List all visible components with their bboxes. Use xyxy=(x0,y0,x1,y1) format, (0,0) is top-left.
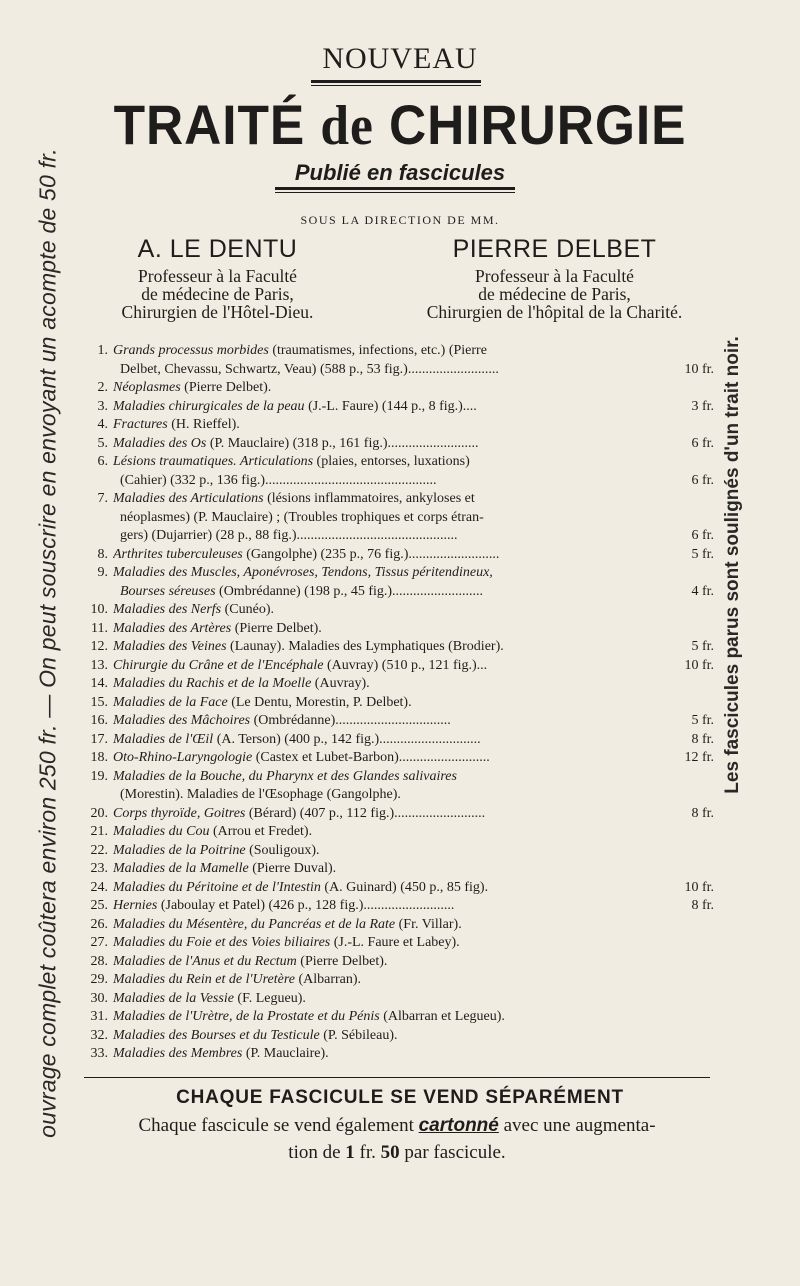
fascicule-text xyxy=(113,879,673,897)
table-row xyxy=(76,361,716,379)
table-row xyxy=(76,453,716,471)
fascicule-detail: (P. Sébileau). xyxy=(323,1027,398,1043)
fascicule-title: Hernies xyxy=(113,898,158,913)
title-word-chirurgie: CHIRURGIE xyxy=(389,93,687,156)
table-row xyxy=(76,842,716,860)
fascicule-number: 25. xyxy=(90,898,108,913)
fascicule-number: 15. xyxy=(90,694,108,710)
header-nouveau: NOUVEAU xyxy=(322,42,478,75)
editor-name: PIERRE DELBET xyxy=(452,235,657,263)
table-row xyxy=(76,657,716,675)
fascicule-number: 24. xyxy=(90,879,108,895)
fascicule-number: 14. xyxy=(90,676,108,691)
fascicule-text xyxy=(113,453,673,471)
fascicule-text xyxy=(113,749,673,767)
nouveau-rule xyxy=(311,80,481,83)
fascicule-detail: (Auvray) (510 p., 121 fig.)... xyxy=(327,657,488,673)
fascicule-title: Maladies du Rachis et de la Moelle xyxy=(113,676,312,691)
fascicule-price: 6 fr. xyxy=(691,528,714,543)
table-row xyxy=(76,1008,716,1026)
page-title xyxy=(32,92,768,158)
fascicule-detail: (Fr. Villar). xyxy=(398,916,462,932)
title-word-traite: TRAITÉ xyxy=(113,93,306,156)
fascicule-number: 16. xyxy=(90,713,108,728)
table-row xyxy=(76,712,716,730)
table-row xyxy=(76,675,716,693)
fascicule-title: Maladies de la Poitrine xyxy=(113,842,246,858)
fascicule-text xyxy=(113,379,673,397)
editor-line: Chirurgien de l'Hôtel-Dieu. xyxy=(121,302,314,322)
table-row xyxy=(76,435,716,453)
fascicule-number: 33. xyxy=(90,1046,108,1061)
fascicule-title: Maladies des Artères xyxy=(113,620,232,636)
table-row xyxy=(76,934,716,952)
fascicule-detail: (plaies, entorses, luxations) xyxy=(316,454,470,469)
fascicule-text xyxy=(113,657,673,675)
fascicule-number: 17. xyxy=(90,731,108,747)
fascicule-price: 12 fr. xyxy=(684,750,714,765)
table-row xyxy=(76,379,716,397)
table-row xyxy=(76,805,716,823)
footer-price-one: 1 xyxy=(345,1142,355,1163)
fascicule-detail: gers) (Dujarrier) (28 p., 88 fig.).............................................. xyxy=(120,528,458,543)
table-row xyxy=(76,749,716,767)
fascicule-title: Fractures xyxy=(113,417,168,432)
fascicule-text xyxy=(113,1045,673,1063)
direction-line: SOUS LA DIRECTION DE MM. xyxy=(300,213,500,227)
fascicule-detail: (A. Terson) (400 p., 142 fig.)............................. xyxy=(216,731,481,747)
fascicule-number: 30. xyxy=(90,990,108,1006)
fascicule-title: Corps thyroïde, Goitres xyxy=(113,805,246,821)
table-row xyxy=(76,768,716,786)
fascicule-detail: (Morestin). Maladies de l'Œsophage (Gangolphe). xyxy=(120,787,401,802)
fascicule-number: 5. xyxy=(97,435,108,451)
fascicule-number: 6. xyxy=(97,454,108,469)
table-row xyxy=(76,1027,716,1045)
fascicule-text xyxy=(120,361,680,379)
fascicule-number: 20. xyxy=(90,805,108,821)
table-row xyxy=(76,416,716,434)
fascicule-text xyxy=(113,416,673,434)
table-row xyxy=(76,860,716,878)
fascicule-number: 12. xyxy=(90,639,108,654)
fascicule-number: 29. xyxy=(90,972,108,987)
table-row xyxy=(76,786,716,804)
fascicule-price: 5 fr. xyxy=(691,639,714,654)
table-row xyxy=(76,823,716,841)
fascicule-detail: (P. Mauclaire). xyxy=(245,1046,329,1061)
editor-delbet xyxy=(392,235,717,322)
fascicule-title: Lésions traumatiques. Articulations xyxy=(113,454,314,469)
table-row xyxy=(76,620,716,638)
table-row xyxy=(76,342,716,360)
fascicule-text xyxy=(120,786,680,804)
fascicule-text xyxy=(113,712,673,730)
fascicule-text xyxy=(113,934,673,952)
fascicule-detail: (Arrou et Fredet). xyxy=(212,824,313,839)
fascicule-detail: (Souligoux). xyxy=(249,842,320,858)
fascicule-text xyxy=(113,694,673,712)
table-row xyxy=(76,990,716,1008)
fascicule-title: Maladies de la Face xyxy=(113,694,228,710)
fascicule-detail: (Gangolphe) (235 p., 76 fig.).......................... xyxy=(246,546,500,562)
fascicule-detail: (Cahier) (332 p., 136 fig.)................................................. xyxy=(120,472,437,488)
fascicule-text xyxy=(120,509,680,527)
table-row xyxy=(76,953,716,971)
fascicule-detail: (Auvray). xyxy=(314,676,370,691)
side-note-left: ouvrage complet coûtera environ 250 fr. — On peut souscrire en envoyant un acompte de 50 fr. xyxy=(34,148,61,1138)
fascicule-price: 5 fr. xyxy=(691,713,714,728)
fascicule-detail: (Launay). Maladies des Lymphatiques (Brodier). xyxy=(230,639,504,654)
fascicule-detail: (Cunéo). xyxy=(224,602,274,617)
editor-line: Professeur à la Faculté xyxy=(475,266,634,286)
fascicule-text xyxy=(120,527,680,545)
footer-text-part: avec une augmenta- xyxy=(503,1115,656,1136)
table-row xyxy=(76,1045,716,1063)
fascicule-title: Maladies des Bourses et du Testicule xyxy=(113,1027,320,1043)
fascicule-title: Maladies de l'Œil xyxy=(113,731,214,747)
fascicule-price: 10 fr. xyxy=(684,361,714,377)
fascicule-text xyxy=(120,472,680,490)
fascicule-detail: (H. Rieffel). xyxy=(171,417,240,432)
table-row xyxy=(76,564,716,582)
fascicule-title: Maladies des Os xyxy=(113,435,207,451)
editor-line: Chirurgien de l'hôpital de la Charité. xyxy=(426,302,683,322)
fascicule-title: Maladies des Nerfs xyxy=(113,602,222,617)
fascicule-price: 3 fr. xyxy=(691,398,714,414)
fascicule-title: Arthrites tuberculeuses xyxy=(113,546,243,562)
fascicule-text xyxy=(113,564,673,582)
fascicule-price: 6 fr. xyxy=(691,435,714,451)
fascicule-number: 8. xyxy=(97,546,108,562)
nouveau-rule-thin xyxy=(311,85,481,86)
fascicule-number: 4. xyxy=(97,417,108,432)
editor-name: A. LE DENTU xyxy=(137,235,298,263)
fascicule-text xyxy=(113,971,673,989)
fascicule-title: Maladies de l'Anus et du Rectum xyxy=(113,953,297,969)
table-row xyxy=(76,694,716,712)
fascicule-number: 3. xyxy=(97,398,108,414)
footer-text-part: par fascicule. xyxy=(404,1142,506,1163)
fascicule-text xyxy=(113,675,673,693)
fascicule-text xyxy=(113,731,673,749)
footer-heading: CHAQUE FASCICULE SE VEND SÉPARÉMENT xyxy=(176,1087,624,1108)
fascicule-text xyxy=(113,1008,673,1026)
fascicule-number: 7. xyxy=(97,491,108,506)
fascicule-number: 23. xyxy=(90,861,108,876)
table-row xyxy=(76,971,716,989)
fascicule-text xyxy=(113,490,673,508)
fascicule-detail: (Ombrédanne) (198 p., 45 fig.).......................... xyxy=(219,583,484,599)
editor-le-dentu xyxy=(95,235,340,322)
fascicule-title: Chirurgie du Crâne et de l'Encéphale xyxy=(113,657,324,673)
footer-cartonne: cartonné xyxy=(418,1115,499,1136)
table-row xyxy=(76,638,716,656)
fascicule-number: 26. xyxy=(90,916,108,932)
table-row xyxy=(76,601,716,619)
fascicule-price: 4 fr. xyxy=(691,583,714,599)
fascicule-title: Oto-Rhino-Laryngologie xyxy=(113,750,253,765)
fascicule-title: Maladies de la Bouche, du Pharynx et des Glandes salivaires xyxy=(113,768,457,784)
table-row xyxy=(76,527,716,545)
fascicule-text xyxy=(113,805,673,823)
table-row xyxy=(76,490,716,508)
fascicule-detail: (Ombrédanne)................................. xyxy=(253,713,451,728)
fascicule-detail: (A. Guinard) (450 p., 85 fig). xyxy=(324,879,489,895)
fascicule-number: 22. xyxy=(90,842,108,858)
fascicule-text xyxy=(113,638,673,656)
fascicule-text xyxy=(113,546,673,564)
fascicule-title: Maladies des Membres xyxy=(113,1046,243,1061)
fascicule-text xyxy=(113,768,673,786)
fascicule-title: Néoplasmes xyxy=(113,380,181,395)
fascicule-detail: néoplasmes) (P. Mauclaire) ; (Troubles trophiques et corps étran- xyxy=(120,509,484,525)
fascicule-price: 8 fr. xyxy=(691,898,714,913)
fascicule-detail: (Le Dentu, Morestin, P. Delbet). xyxy=(231,694,412,710)
fascicule-text xyxy=(113,860,673,878)
table-row xyxy=(76,879,716,897)
subtitle-rule xyxy=(275,187,515,190)
fascicule-number: 21. xyxy=(90,824,108,839)
subtitle: Publié en fascicules xyxy=(294,160,506,185)
fascicule-text xyxy=(113,823,673,841)
fascicule-number: 9. xyxy=(97,565,108,580)
fascicule-title: Maladies du Rein et de l'Uretère xyxy=(113,972,295,987)
fascicule-text xyxy=(113,398,673,416)
fascicule-text xyxy=(120,583,680,601)
fascicule-title: Grands processus morbides xyxy=(113,343,269,358)
fascicule-number: 18. xyxy=(90,750,108,765)
editor-line: de médecine de Paris, xyxy=(478,284,631,304)
fascicule-title: Maladies de la Mamelle xyxy=(113,861,249,876)
table-row xyxy=(76,509,716,527)
fascicule-detail: (traumatismes, infections, etc.) (Pierre xyxy=(272,343,487,358)
footer-text-part: tion de xyxy=(288,1142,341,1163)
fascicule-detail: (Albarran). xyxy=(298,972,362,987)
fascicule-text xyxy=(113,842,673,860)
fascicule-title: Maladies des Mâchoires xyxy=(113,713,251,728)
fascicule-text xyxy=(113,435,673,453)
fascicule-text xyxy=(113,990,673,1008)
fascicule-price: 8 fr. xyxy=(691,731,714,747)
fascicule-price: 5 fr. xyxy=(691,546,714,562)
fascicule-text xyxy=(113,916,673,934)
fascicule-number: 27. xyxy=(90,935,108,950)
fascicule-detail: Delbet, Chevassu, Schwartz, Veau) (588 p., 53 fig.).......................... xyxy=(120,361,499,377)
side-note-right: Les fascicules parus sont soulignés d'un trait noir. xyxy=(722,336,743,794)
fascicule-detail: (Castex et Lubet-Barbon).......................... xyxy=(255,750,490,765)
fascicule-title: Maladies du Foie et des Voies biliaires xyxy=(113,935,331,950)
table-row xyxy=(76,583,716,601)
fascicule-detail: (Albarran et Legueu). xyxy=(383,1009,505,1024)
fascicule-title: Maladies de l'Urètre, de la Prostate et du Pénis xyxy=(113,1009,380,1024)
fascicule-number: 1. xyxy=(97,343,108,358)
fascicule-price: 6 fr. xyxy=(691,472,714,488)
fascicule-title: Maladies du Cou xyxy=(113,824,210,839)
fascicule-title: Maladies chirurgicales de la peau xyxy=(113,398,305,414)
fascicule-number: 13. xyxy=(90,657,108,673)
table-row xyxy=(76,731,716,749)
footer-text-part: fr. xyxy=(359,1142,376,1163)
fascicule-number: 19. xyxy=(90,768,108,784)
table-row xyxy=(76,398,716,416)
subtitle-rule-thin xyxy=(275,192,515,193)
fascicule-detail: (Pierre Delbet). xyxy=(184,380,272,395)
editor-line: de médecine de Paris, xyxy=(141,284,294,304)
fascicule-text xyxy=(113,601,673,619)
fascicule-title: Maladies de la Vessie xyxy=(113,990,234,1006)
fascicule-text xyxy=(113,953,673,971)
footer-text-part: Chaque fascicule se vend également xyxy=(138,1115,414,1136)
fascicule-price: 8 fr. xyxy=(691,805,714,821)
fascicule-title: Maladies des Articulations xyxy=(113,491,264,506)
fascicule-title: Maladies du Mésentère, du Pancréas et de la Rate xyxy=(113,916,396,932)
editor-line: Professeur à la Faculté xyxy=(138,266,297,286)
fascicule-number: 28. xyxy=(90,953,108,969)
fascicule-detail: (Pierre Duval). xyxy=(252,861,337,876)
fascicule-detail: (Jaboulay et Patel) (426 p., 128 fig.).......................... xyxy=(160,898,455,913)
table-row xyxy=(76,916,716,934)
footer-text xyxy=(84,1112,710,1166)
fascicule-title: Maladies des Muscles, Aponévroses, Tendons, Tissus péritendineux, xyxy=(113,565,493,580)
fascicule-detail: (J.-L. Faure et Labey). xyxy=(333,935,460,950)
fascicule-detail: (Bérard) (407 p., 112 fig.).......................... xyxy=(248,805,486,821)
fascicule-title: Bourses séreuses xyxy=(120,583,216,599)
fascicule-text xyxy=(113,620,673,638)
fascicule-number: 2. xyxy=(97,380,108,395)
table-row xyxy=(76,472,716,490)
fascicule-detail: (Pierre Delbet). xyxy=(300,953,388,969)
fascicule-price: 10 fr. xyxy=(684,879,714,895)
title-word-de: de xyxy=(320,95,374,157)
fascicule-detail: (P. Mauclaire) (318 p., 161 fig.).......................... xyxy=(209,435,479,451)
fascicule-text xyxy=(113,342,673,360)
fascicule-text xyxy=(113,897,673,915)
fascicule-number: 31. xyxy=(90,1009,108,1024)
fascicule-detail: (J.-L. Faure) (144 p., 8 fig.).... xyxy=(308,398,477,414)
table-row xyxy=(76,897,716,915)
fascicule-detail: (F. Legueu). xyxy=(237,990,306,1006)
fascicule-number: 32. xyxy=(90,1027,108,1043)
fascicule-detail: (lésions inflammatoires, ankyloses et xyxy=(267,491,475,506)
fascicule-number: 11. xyxy=(91,620,108,636)
fascicule-detail: (Pierre Delbet). xyxy=(234,620,322,636)
fascicule-number: 10. xyxy=(90,602,108,617)
fascicule-title: Maladies des Veines xyxy=(113,639,227,654)
fascicule-price: 10 fr. xyxy=(684,657,714,673)
footer-price-fifty: 50 xyxy=(380,1142,400,1163)
table-row xyxy=(76,546,716,564)
fascicule-title: Maladies du Péritoine et de l'Intestin xyxy=(113,879,321,895)
footer-rule xyxy=(84,1077,710,1078)
fascicule-text xyxy=(113,1027,673,1045)
